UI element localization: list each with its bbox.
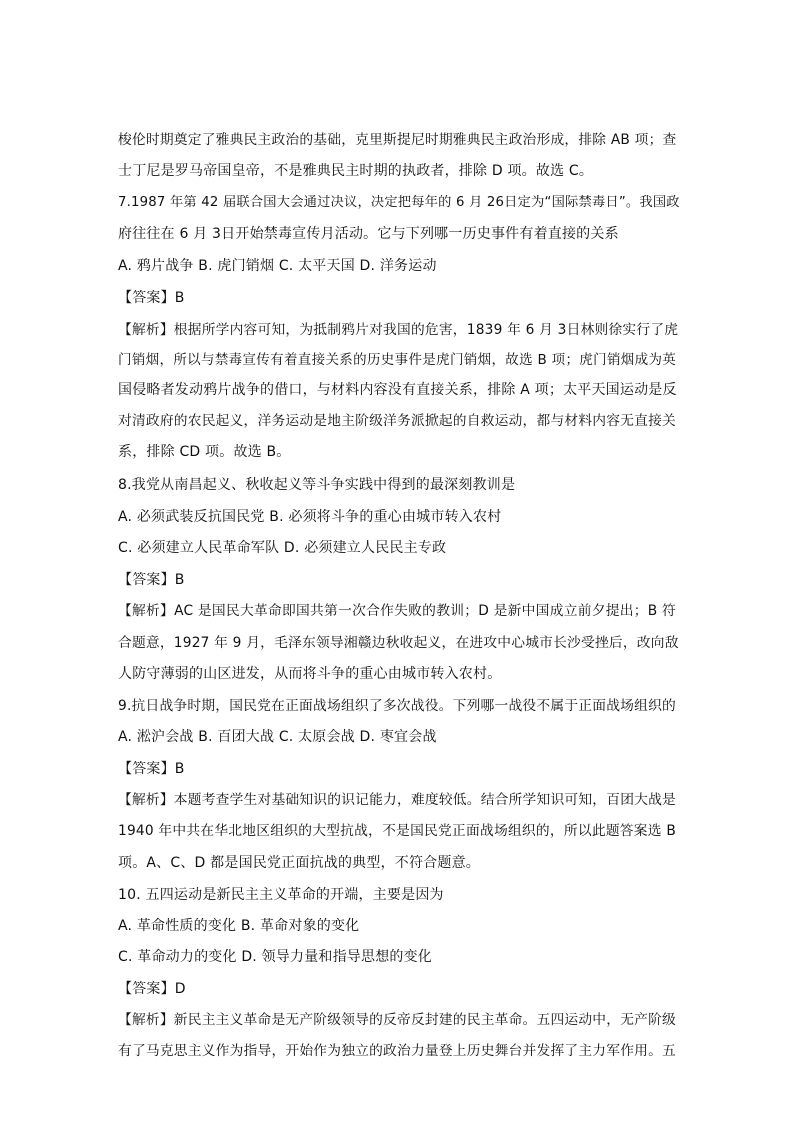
question-7: 7.1987 年第 42 届联合国大会通过决议，决定把每年的 6 月 26日定为“国际禁毒日”。我国政 — [118, 195, 680, 210]
text-line: 合题意，1927 年 9 月，毛泽东领导湘赣边秋收起义，在进攻中心城市长沙受挫后，改向敌 — [118, 635, 679, 651]
question-9: 9.抗日战争时期，国民党在正面战场组织了多次战役。下列哪一战役不属于正面战场组织的 — [118, 698, 676, 714]
options-line: A. 革命性质的变化 B. 革命对象的变化 — [118, 918, 360, 934]
options-line: A. 淞沪会战 B. 百团大战 C. 太原会战 D. 枣宜会战 — [118, 729, 437, 745]
question-10: 10. 五四运动是新民主主义革命的开端，主要是因为 — [118, 887, 444, 903]
text-line: 士丁尼是罗马帝国皇帝，不是雅典民主时期的执政者，排除 D 项。故选 C。 — [118, 163, 594, 179]
text-line: 项。A、C、D 都是国民党正面抗战的典型，不符合题意。 — [118, 855, 480, 871]
explanation-line: 【解析】根据所学内容可知，为抵制鸦片对我国的危害，1839 年 6 月 3日林则徐实行了虎 — [118, 322, 679, 338]
options-line: C. 必须建立人民革命军队 D. 必须建立人民民主专政 — [118, 540, 447, 556]
options-line: C. 革命动力的变化 D. 领导力量和指导思想的变化 — [118, 949, 433, 965]
options-line: A. 鸦片战争 B. 虎门销烟 C. 太平天国 D. 洋务运动 — [118, 258, 437, 274]
explanation-line: 【解析】本题考查学生对基础知识的识记能力，难度较低。结合所学知识可知，百团大战是 — [118, 792, 677, 808]
text-line: 门销烟，所以与禁毒宣传有着直接关系的历史事件是虎门销烟，故选 B 项；虎门销烟成为英 — [118, 352, 676, 368]
answer-label: 【答案】B — [118, 761, 185, 777]
answer-label: 【答案】B — [118, 290, 185, 306]
answer-label: 【答案】B — [118, 572, 185, 588]
text-line: 有了马克思主义作为指导，开始作为独立的政治力量登上历史舞台并发挥了主力军作用。五 — [118, 1043, 677, 1059]
text-line: 国侵略者发动鸦片战争的借口，与材料内容没有直接关系，排除 A 项；太平天国运动是反 — [118, 382, 677, 398]
text-line: 府往往在 6 月 3日开始禁毒宣传月活动。它与下列哪一历史事件有着直接的关系 — [118, 226, 619, 242]
text-line: 梭伦时期奠定了雅典民主政治的基础，克里斯提尼时期雅典民主政治形成，排除 AB 项；查 — [118, 132, 677, 148]
text-line: 系，排除 CD 项。故选 B。 — [118, 444, 291, 460]
question-8: 8.我党从南昌起义、秋收起义等斗争实践中得到的最深刻教训是 — [118, 477, 516, 493]
text-line: 1940 年中共在华北地区组织的大型抗战，不是国民党正面战场组织的，所以此题答案选 B — [118, 823, 676, 839]
explanation-line: 【解析】新民主主义革命是无产阶级领导的反帝反封建的民主革命。五四运动中，无产阶级 — [118, 1012, 677, 1028]
answer-label: 【答案】D — [118, 981, 186, 997]
text-line: 对清政府的农民起义，洋务运动是地主阶级洋务派掀起的自救运动，都与材料内容无直接关 — [118, 413, 677, 429]
options-line: A. 必须武装反抗国民党 B. 必须将斗争的重心由城市转入农村 — [118, 509, 502, 525]
explanation-line: 【解析】AC 是国民大革命即国共第一次合作失败的教训；D 是新中国成立前夕提出；B 符 — [118, 603, 676, 619]
text-line: 人防守薄弱的山区进发，从而将斗争的重心由城市转入农村。 — [118, 666, 502, 682]
